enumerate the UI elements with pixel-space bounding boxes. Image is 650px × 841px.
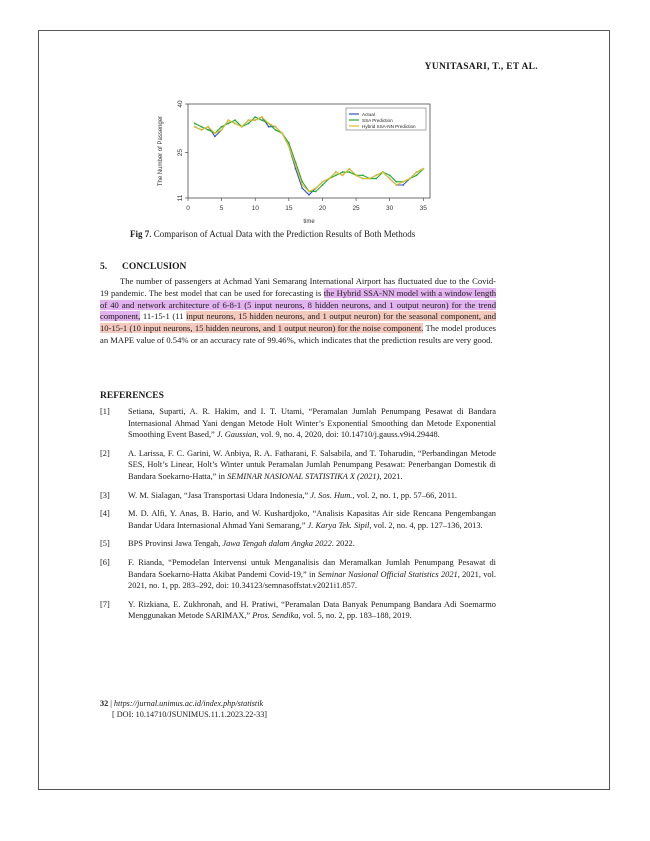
data-point — [207, 129, 209, 131]
legend-label: SSA Prediction — [362, 118, 393, 123]
data-point — [227, 123, 229, 125]
reference-number: [4] — [100, 509, 110, 519]
reference-number: [2] — [100, 448, 110, 458]
data-point — [301, 184, 303, 186]
data-point — [322, 184, 324, 186]
footer-separator: | — [108, 699, 114, 708]
figure-caption — [130, 229, 520, 239]
reference-text — [128, 599, 496, 622]
reference-item — [100, 538, 496, 550]
reference-item — [100, 490, 496, 502]
data-point — [342, 174, 344, 176]
data-point — [389, 174, 391, 176]
reference-venue: Pros. Sendika — [252, 611, 299, 621]
data-point — [362, 178, 364, 180]
reference-item — [100, 557, 496, 592]
x-tick-label: 20 — [318, 205, 327, 212]
reference-text — [128, 490, 496, 502]
reference-number: [7] — [100, 599, 110, 609]
highlight-purple[interactable]: the Hybrid SSA-NN model with a window length of 40 and network architecture of 6-8-1 (5 input neurons, 8 hidden neurons, and 1 output neuron) for the trend component, — [100, 287, 497, 322]
data-point — [348, 168, 350, 170]
reference-venue: Jawa Tengah dalam Angka 2022 — [222, 539, 332, 549]
data-point — [362, 174, 364, 176]
data-point — [301, 187, 303, 189]
x-axis-label: time — [303, 219, 315, 225]
data-point — [214, 136, 216, 138]
x-tick-label: 10 — [251, 205, 259, 212]
data-point — [207, 126, 209, 128]
data-point — [335, 171, 337, 173]
data-point — [322, 181, 324, 183]
reference-details: , vol. 2, no. 1, pp. 57–66, 2011. — [352, 490, 457, 500]
section-number: 5. — [100, 262, 108, 272]
data-point — [402, 181, 404, 183]
data-point — [248, 123, 250, 125]
data-point — [268, 126, 270, 128]
data-point — [274, 129, 276, 131]
reference-authors-title: BPS Provinsi Jawa Tengah, — [128, 539, 223, 549]
reference-number: [5] — [100, 539, 110, 549]
reference-venue: J. Gaussian — [216, 430, 257, 440]
reference-number: [1] — [100, 407, 110, 416]
data-point — [375, 174, 377, 176]
data-point — [308, 194, 310, 196]
x-tick-label: 5 — [219, 205, 224, 212]
data-point — [194, 126, 196, 128]
data-point — [281, 132, 283, 134]
data-point — [261, 116, 263, 118]
data-point — [221, 126, 223, 128]
section-heading-conclusion — [100, 262, 186, 272]
x-tick-label: 30 — [386, 205, 394, 212]
data-point — [241, 126, 243, 128]
data-point — [342, 171, 344, 173]
reference-authors-title: W. M. Sialagan, “Jasa Transportasi Udara Indonesia,” — [128, 490, 311, 500]
section-title: CONCLUSION — [122, 262, 187, 272]
data-point — [348, 171, 350, 173]
data-point — [416, 171, 418, 173]
reference-text — [128, 406, 496, 441]
data-point — [201, 126, 203, 128]
reference-details: , vol. 2, no. 4, pp. 127–136, 2013. — [369, 520, 483, 530]
data-point — [201, 129, 203, 131]
reference-text — [128, 538, 496, 550]
conclusion-text-2: 11-15-1 (11 — [140, 311, 187, 322]
y-tick-label: 40 — [177, 100, 184, 108]
x-tick-label: 0 — [186, 205, 190, 212]
reference-authors-title: Setiana, Suparti, A. R. Hakim, and I. T. Utami, “Peramalan Jumlah Penumpang Pesawat di Bandara Internasional Ahmad Yani dengan Metode Holt Winter’s Exponential Smoothing dan Metode Exponential Smoothing Event Based,” — [128, 407, 496, 440]
page-footer — [100, 698, 267, 720]
reference-details: . 2022. — [331, 539, 355, 549]
data-point — [328, 178, 330, 180]
reference-venue: J. Sos. Hum. — [310, 490, 353, 500]
data-point — [288, 142, 290, 144]
reference-details: , 2021, vol. 2021, no. 1, pp. 283–292, doi: 10.34123/semnasoffstat.v2021i1.857. — [128, 569, 497, 591]
doi-text: [ DOI: 10.14710/JSUNIMUS.11.1.2023.22-33] — [112, 710, 268, 719]
conclusion-paragraph — [100, 276, 496, 347]
x-tick-label: 15 — [285, 205, 293, 212]
reference-authors-title: Y. Rizkiana, E. Zukhronah, and H. Pratiwi, “Peramalan Data Banyak Penumpang Bandara Adi Soemarmo Menggunakan Metode SARIMAX,” — [128, 599, 496, 621]
data-point — [369, 178, 371, 180]
journal-url-link[interactable]: https://jurnal.unimus.ac.id/index.php/statistik — [113, 699, 264, 708]
reference-item — [100, 508, 496, 531]
y-tick-label: 25 — [177, 149, 184, 157]
data-point — [248, 119, 250, 121]
reference-authors-title: A. Larissa, F. C. Garini, W. Anbiya, R. A. Fatharani, F. Salsabila, and T. Toharudin, “Perbandingan Metode SES, Holt’s Linear, Holt’s Winter untuk Peramalan Jumlah Penumpang Pesawat: Penerbangan Domestik di Bandara Soekarno-Hatta,” in — [128, 448, 496, 481]
data-point — [375, 178, 377, 180]
legend-label: Hybrid SSA-NN Prediction — [362, 124, 416, 129]
data-point — [268, 123, 270, 125]
reference-text — [128, 557, 496, 592]
data-point — [288, 145, 290, 147]
data-point — [389, 178, 391, 180]
conclusion-text-1: The number of passengers at Achmad Yani Semarang International Airport has fluctuated due to the Covid-19 pandemic. The best model that can be used for forecasting is — [100, 276, 496, 298]
data-point — [409, 178, 411, 180]
x-tick-label: 25 — [352, 205, 360, 212]
data-point — [227, 119, 229, 121]
reference-authors-title: F. Rianda, “Pemodelan Intervensi untuk Menganalisis dan Meramalkan Jumlah Penumpang Pesawat di Bandara Soekarno-Hatta Akibat Pandemi Covid-19,” in — [128, 557, 496, 579]
y-axis-label: The Number of Passenger — [158, 115, 164, 187]
highlight-orange[interactable]: input neurons, 15 hidden neurons, and 1 output neuron) for the seasonal component, and 10-15-1 (10 input neurons, 15 hidden neurons, and 1 output neuron) for the noise component. — [100, 311, 496, 334]
data-point — [234, 123, 236, 125]
data-point — [234, 119, 236, 121]
references-heading: REFERENCES — [100, 391, 164, 401]
data-point — [214, 132, 216, 134]
reference-details: , 2021. — [379, 471, 403, 481]
reference-number: [6] — [100, 557, 110, 567]
data-point — [315, 191, 317, 193]
page-number: 32 — [100, 699, 109, 708]
data-point — [274, 126, 276, 128]
data-point — [254, 116, 256, 118]
data-point — [221, 129, 223, 131]
figure-caption-label: Fig 7 — [130, 229, 150, 239]
reference-details: , vol. 5, no. 2, pp. 183–188, 2019. — [298, 611, 412, 621]
running-header: YUNITASARI, T., ET AL. — [424, 62, 538, 72]
data-point — [194, 123, 196, 125]
data-point — [308, 191, 310, 193]
figure-caption-text: . Comparison of Actual Data with the Prediction Results of Both Methods — [149, 229, 416, 239]
reference-authors-title: M. D. Alfi, Y. Anas, B. Hario, and W. Kushardjoko, “Analisis Kapasitas Air side Rencana Pengembangan Bandar Udara Internasional Ahmad Yani Semarang,” — [128, 509, 496, 530]
reference-item — [100, 406, 496, 441]
legend-label: Actual — [362, 112, 375, 117]
data-point — [395, 184, 397, 186]
data-point — [295, 165, 297, 167]
y-tick-label: 11 — [177, 194, 184, 202]
reference-venue: J. Karya Tek. Sipil — [307, 520, 370, 530]
data-point — [382, 171, 384, 173]
data-point — [422, 168, 424, 170]
reference-details: , vol. 9, no. 4, 2020, doi: 10.14710/j.gauss.v9i4.29448. — [256, 430, 440, 440]
reference-text — [128, 508, 496, 531]
references-list — [100, 406, 496, 629]
data-point — [254, 119, 256, 121]
reference-number: [3] — [100, 490, 110, 500]
data-point — [402, 184, 404, 186]
reference-text — [128, 448, 496, 483]
data-point — [315, 187, 317, 189]
reference-venue: SEMINAR NASIONAL STATISTIKA X (2021) — [227, 471, 380, 481]
line-chart — [150, 98, 440, 230]
x-tick-label: 35 — [419, 205, 427, 212]
reference-item — [100, 599, 496, 622]
data-point — [395, 181, 397, 183]
reference-venue: Seminar Nasional Official Statistics 2021 — [317, 569, 458, 579]
conclusion-text-3: The model produces an MAPE value of 0.54% or an accuracy rate of 99.46%, which indicates that the prediction results are very good. — [100, 323, 496, 345]
reference-item — [100, 448, 496, 483]
data-point — [355, 174, 357, 176]
data-point — [261, 119, 263, 121]
data-point — [416, 174, 418, 176]
data-point — [335, 174, 337, 176]
figure-chart — [150, 98, 440, 230]
